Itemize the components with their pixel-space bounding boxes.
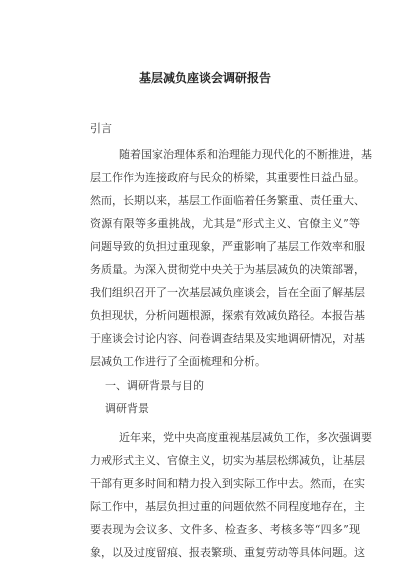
body-line-4: 际工作中，基层负担过重的问题依然不同程度地存在，主 [90,500,365,513]
intro-line-9: 于座谈会讨论内容、问卷调查结果及实地调研情况，对基 [90,332,365,345]
intro-line-10: 层减负工作进行了全面梳理和分析。 [90,355,266,368]
body-line-5: 要表现为会议多、文件多、检查多、考核多等“四多”现 [90,523,360,536]
intro-line-5: 问题导致的负担过重现象，严重影响了基层工作效率和服 [90,240,365,253]
intro-line-4: 资源有限等多重挑战，尤其是“形式主义、官僚主义”等 [90,217,360,230]
body-line-6: 象，以及过度留痕、报表繁琐、重复劳动等具体问题。这 [90,546,365,559]
intro-line-8: 负担现状，分析问题根源，探索有效减负路径。本报告基 [90,309,365,322]
intro-line-6: 务质量。为深入贯彻党中央关于为基层减负的决策部署， [90,263,365,276]
body-line-2: 力戒形式主义、官僚主义，切实为基层松绑减负，让基层 [90,454,365,467]
section-1-heading: 一、调研背景与目的 [105,379,204,392]
body-line-3: 干部有更多时间和精力投入到实际工作中去。然而，在实 [90,477,365,490]
intro-line-1: 随着国家治理体系和治理能力现代化的不断推进，基 [119,148,372,161]
document-title: 基层减负座谈会调研报告 [138,71,271,85]
subsection-1-heading: 调研背景 [105,402,149,415]
intro-line-7: 我们组织召开了一次基层减负座谈会，旨在全面了解基层 [90,286,365,299]
body-line-1: 近年来，党中央高度重视基层减负工作，多次强调要 [119,431,372,444]
intro-heading: 引言 [90,122,112,135]
intro-line-2: 层工作作为连接政府与民众的桥梁，其重要性日益凸显。 [90,171,365,184]
intro-line-3: 然而，长期以来，基层工作面临着任务繁重、责任重大、 [90,194,365,207]
